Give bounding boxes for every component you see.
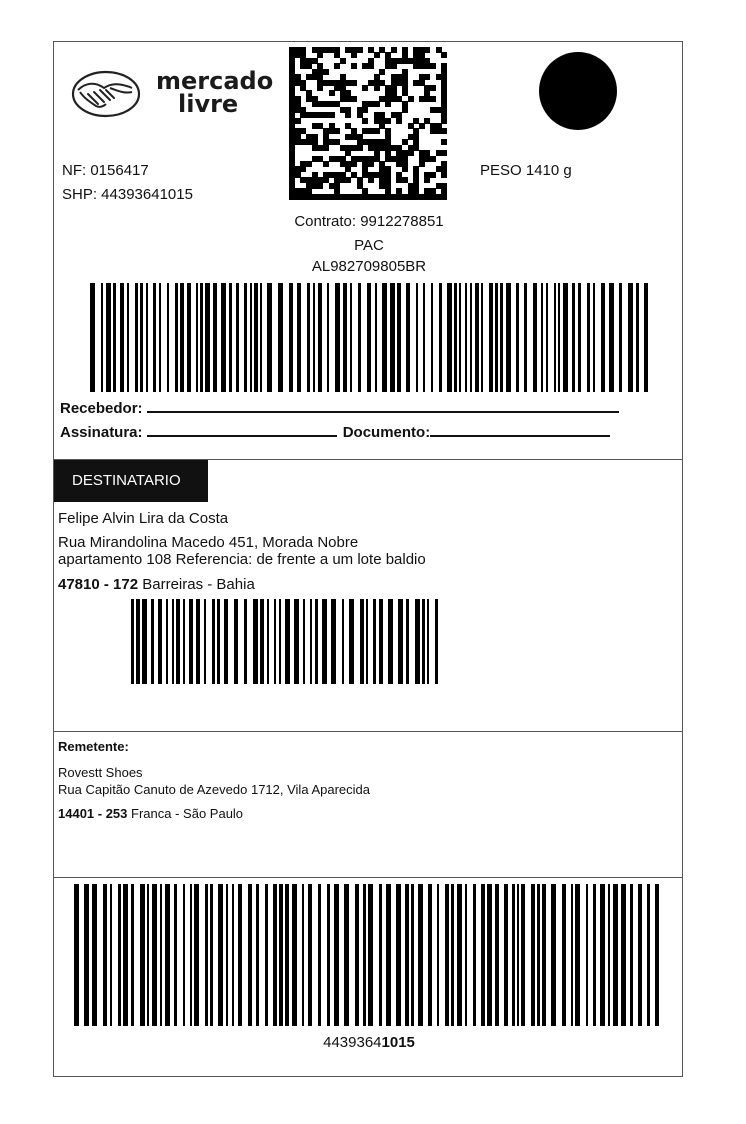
barcode-bar bbox=[196, 599, 200, 684]
matrix-cell bbox=[441, 150, 447, 156]
weight-label: PESO 1410 g bbox=[480, 162, 572, 179]
service-type: PAC bbox=[354, 237, 384, 254]
datamatrix-code bbox=[289, 47, 447, 199]
matrix-cell bbox=[323, 69, 329, 75]
matrix-cell bbox=[430, 85, 436, 91]
barcode-bar bbox=[140, 884, 145, 1026]
barcode-bar bbox=[204, 599, 206, 684]
barcode-bar bbox=[308, 884, 312, 1026]
barcode-bar bbox=[613, 884, 618, 1026]
barcode-bar bbox=[224, 599, 228, 684]
barcode-bar bbox=[411, 884, 414, 1026]
barcode-bar bbox=[159, 283, 161, 392]
handshake-icon bbox=[70, 68, 142, 120]
barcode-bar bbox=[487, 884, 492, 1026]
matrix-cell bbox=[374, 128, 380, 134]
barcode-bar bbox=[297, 283, 301, 392]
barcode-bar bbox=[572, 283, 575, 392]
matrix-cell bbox=[323, 145, 329, 151]
matrix-cell bbox=[441, 128, 447, 134]
matrix-cell bbox=[396, 118, 402, 124]
barcode-bar bbox=[187, 283, 191, 392]
barcode-bar bbox=[327, 283, 329, 392]
matrix-cell bbox=[379, 69, 385, 75]
barcode-bar bbox=[427, 599, 429, 684]
barcode-bar bbox=[554, 283, 556, 392]
barcode-bar bbox=[248, 884, 252, 1026]
barcode-bar bbox=[655, 884, 659, 1026]
remetente-header: Remetente: bbox=[58, 739, 129, 754]
barcode-bar bbox=[533, 283, 537, 392]
barcode-bar bbox=[335, 283, 340, 392]
barcode-bar bbox=[546, 283, 548, 392]
barcode-bar bbox=[367, 283, 371, 392]
barcode-bar bbox=[194, 884, 199, 1026]
tracking-barcode bbox=[90, 283, 650, 392]
barcode-bar bbox=[431, 283, 433, 392]
barcode-bar bbox=[481, 283, 483, 392]
barcode-bar bbox=[609, 283, 614, 392]
barcode-bar bbox=[101, 283, 103, 392]
barcode-bar bbox=[238, 884, 242, 1026]
barcode-bar bbox=[232, 884, 234, 1026]
barcode-bar bbox=[366, 599, 368, 684]
barcode-bar bbox=[127, 283, 129, 392]
logo-word-livre: livre bbox=[178, 90, 239, 118]
barcode-bar bbox=[229, 283, 232, 392]
barcode-bar bbox=[84, 884, 89, 1026]
matrix-cell bbox=[295, 118, 301, 124]
barcode-bar bbox=[416, 283, 418, 392]
barcode-bar bbox=[172, 599, 174, 684]
matrix-cell bbox=[441, 194, 447, 200]
matrix-cell bbox=[362, 107, 368, 113]
barcode-bar bbox=[106, 283, 111, 392]
barcode-bar bbox=[495, 884, 499, 1026]
matrix-cell bbox=[441, 52, 447, 58]
barcode-bar bbox=[160, 884, 162, 1026]
barcode-bar bbox=[454, 283, 457, 392]
barcode-bar bbox=[428, 884, 432, 1026]
separator-2 bbox=[54, 731, 682, 732]
destinatario-city: Barreiras - Bahia bbox=[142, 576, 255, 593]
barcode-bar bbox=[344, 884, 349, 1026]
barcode-bar bbox=[517, 884, 519, 1026]
barcode-bar bbox=[180, 283, 184, 392]
barcode-bar bbox=[120, 283, 124, 392]
logo-word-mercado: mercado bbox=[156, 67, 274, 95]
destinatario-address-line2: apartamento 108 Referencia: de frente a um lote baldio bbox=[58, 551, 426, 568]
barcode-bar bbox=[221, 283, 226, 392]
barcode-bar bbox=[147, 884, 149, 1026]
barcode-bar bbox=[342, 599, 344, 684]
barcode-bar bbox=[489, 283, 493, 392]
barcode-bar bbox=[256, 884, 259, 1026]
barcode-bar bbox=[103, 884, 107, 1026]
barcode-bar bbox=[575, 884, 580, 1026]
matrix-cell bbox=[419, 123, 425, 129]
matrix-cell bbox=[351, 63, 357, 69]
barcode-bar bbox=[360, 599, 364, 684]
barcode-bar bbox=[260, 283, 262, 392]
barcode-bar bbox=[303, 599, 305, 684]
remetente-address: Rua Capitão Canuto de Azevedo 1712, Vila Aparecida bbox=[58, 782, 370, 797]
recebedor-line bbox=[147, 399, 619, 413]
matrix-cell bbox=[317, 183, 323, 189]
matrix-cell bbox=[424, 74, 430, 80]
barcode-bar bbox=[447, 283, 452, 392]
matrix-cell bbox=[430, 172, 436, 178]
barcode-bar bbox=[327, 884, 330, 1026]
barcode-bar bbox=[445, 884, 449, 1026]
barcode-bar bbox=[226, 884, 228, 1026]
documento-line bbox=[430, 423, 610, 437]
barcode-bar bbox=[418, 884, 423, 1026]
assinatura-label: Assinatura: bbox=[60, 424, 143, 441]
barcode-bar bbox=[253, 599, 258, 684]
documento-label: Documento: bbox=[342, 424, 431, 441]
barcode-bar bbox=[292, 884, 297, 1026]
barcode-bar bbox=[563, 283, 568, 392]
matrix-cell bbox=[351, 52, 357, 58]
barcode-bar bbox=[415, 599, 420, 684]
barcode-bar bbox=[123, 884, 128, 1026]
barcode-bar bbox=[439, 283, 442, 392]
barcode-bar bbox=[506, 283, 511, 392]
barcode-bar bbox=[205, 884, 208, 1026]
barcode-bar bbox=[379, 884, 382, 1026]
barcode-bar bbox=[267, 283, 272, 392]
matrix-cell bbox=[357, 145, 363, 151]
barcode-bar bbox=[152, 884, 157, 1026]
matrix-cell bbox=[424, 177, 430, 183]
barcode-bar bbox=[217, 599, 220, 684]
barcode-bar bbox=[315, 599, 318, 684]
barcode-bar bbox=[131, 884, 134, 1026]
barcode-bar bbox=[542, 884, 546, 1026]
status-circle bbox=[539, 52, 617, 130]
matrix-cell bbox=[345, 177, 351, 183]
barcode-bar bbox=[183, 884, 185, 1026]
barcode-bar bbox=[571, 884, 573, 1026]
barcode-bar bbox=[593, 884, 596, 1026]
barcode-bar bbox=[397, 283, 401, 392]
barcode-bar bbox=[92, 884, 97, 1026]
barcode-bar bbox=[289, 283, 293, 392]
cep-barcode bbox=[131, 599, 447, 684]
barcode-bar bbox=[504, 884, 508, 1026]
barcode-bar bbox=[285, 599, 290, 684]
barcode-bar bbox=[279, 599, 281, 684]
barcode-bar bbox=[516, 283, 519, 392]
destinatario-name: Felipe Alvin Lira da Costa bbox=[58, 510, 229, 527]
barcode-bar bbox=[600, 884, 605, 1026]
barcode-bar bbox=[140, 283, 143, 392]
matrix-cell bbox=[351, 96, 357, 102]
barcode-bar bbox=[586, 884, 588, 1026]
barcode-bar bbox=[313, 283, 315, 392]
remetente-cep-city bbox=[58, 806, 243, 821]
barcode-bar bbox=[382, 283, 387, 392]
recebedor-label: Recebedor: bbox=[60, 400, 143, 417]
barcode-bar bbox=[278, 283, 283, 392]
matrix-cell bbox=[368, 63, 374, 69]
barcode-bar bbox=[153, 283, 156, 392]
matrix-cell bbox=[351, 80, 357, 86]
destinatario-header: DESTINATARIO bbox=[54, 460, 208, 502]
matrix-cell bbox=[300, 166, 306, 172]
barcode-bar bbox=[363, 884, 366, 1026]
matrix-cell bbox=[357, 47, 363, 53]
barcode-bar bbox=[475, 283, 479, 392]
contract-number: Contrato: 9912278851 bbox=[294, 213, 444, 230]
barcode-bar bbox=[200, 283, 203, 392]
shipping-label bbox=[53, 41, 683, 1077]
barcode-bar bbox=[273, 884, 277, 1026]
matrix-cell bbox=[402, 107, 408, 113]
matrix-cell bbox=[430, 96, 436, 102]
barcode-bar bbox=[437, 884, 439, 1026]
barcode-bar bbox=[500, 283, 503, 392]
barcode-bar bbox=[386, 884, 391, 1026]
barcode-bar bbox=[310, 599, 312, 684]
barcode-bar bbox=[541, 283, 543, 392]
barcode-bar bbox=[318, 884, 321, 1026]
barcode-bar bbox=[189, 599, 193, 684]
matrix-cell bbox=[334, 63, 340, 69]
barcode-bar bbox=[644, 283, 648, 392]
barcode-bar bbox=[74, 884, 79, 1026]
barcode-bar bbox=[322, 599, 327, 684]
matrix-cell bbox=[441, 139, 447, 145]
barcode-bar bbox=[390, 283, 395, 392]
remetente-name: Rovestt Shoes bbox=[58, 765, 143, 780]
barcode-bar bbox=[212, 599, 215, 684]
destinatario-cep: 47810 - 172 bbox=[58, 576, 139, 593]
separator-3 bbox=[54, 877, 682, 878]
barcode-bar bbox=[135, 283, 138, 392]
matrix-cell bbox=[402, 166, 408, 172]
matrix-cell bbox=[334, 128, 340, 134]
barcode-bar bbox=[465, 884, 467, 1026]
barcode-bar bbox=[343, 283, 347, 392]
barcode-bar bbox=[459, 283, 461, 392]
matrix-cell bbox=[391, 47, 397, 53]
barcode-bar bbox=[375, 283, 377, 392]
matrix-cell bbox=[385, 101, 391, 107]
barcode-bar bbox=[176, 599, 180, 684]
destinatario-address-line1: Rua Mirandolina Macedo 451, Morada Nobre bbox=[58, 534, 359, 551]
barcode-bar bbox=[636, 283, 639, 392]
matrix-cell bbox=[419, 161, 425, 167]
barcode-bar bbox=[151, 599, 154, 684]
barcode-bar bbox=[537, 884, 540, 1026]
barcode-bar bbox=[593, 283, 595, 392]
barcode-bar bbox=[210, 884, 213, 1026]
matrix-cell bbox=[306, 161, 312, 167]
barcode-bar bbox=[244, 283, 247, 392]
barcode-bar bbox=[531, 884, 535, 1026]
matrix-cell bbox=[374, 85, 380, 91]
matrix-cell bbox=[385, 118, 391, 124]
barcode-bar bbox=[481, 884, 485, 1026]
matrix-cell bbox=[329, 90, 335, 96]
barcode-bar bbox=[373, 599, 376, 684]
barcode-bar bbox=[619, 283, 622, 392]
matrix-cell bbox=[441, 118, 447, 124]
remetente-city: Franca - São Paulo bbox=[131, 806, 244, 821]
barcode-bar bbox=[647, 884, 650, 1026]
barcode-bar bbox=[174, 884, 177, 1026]
matrix-cell bbox=[408, 96, 414, 102]
assinatura-row bbox=[60, 423, 680, 441]
barcode-bar bbox=[165, 884, 170, 1026]
matrix-cell bbox=[374, 101, 380, 107]
barcode-bar bbox=[285, 884, 289, 1026]
shipment-number-suffix: 1015 bbox=[381, 1034, 415, 1051]
barcode-bar bbox=[158, 599, 162, 684]
matrix-cell bbox=[323, 161, 329, 167]
barcode-bar bbox=[587, 283, 590, 392]
shp-number: SHP: 44393641015 bbox=[62, 186, 193, 203]
barcode-bar bbox=[260, 599, 264, 684]
barcode-bar bbox=[136, 599, 140, 684]
barcode-bar bbox=[405, 884, 409, 1026]
barcode-bar bbox=[396, 884, 401, 1026]
barcode-bar bbox=[457, 884, 462, 1026]
barcode-bar bbox=[146, 283, 148, 392]
barcode-bar bbox=[236, 283, 239, 392]
barcode-bar bbox=[331, 599, 336, 684]
barcode-bar bbox=[307, 283, 310, 392]
destinatario-cep-city bbox=[58, 576, 255, 593]
barcode-bar bbox=[213, 283, 217, 392]
barcode-bar bbox=[166, 599, 168, 684]
barcode-bar bbox=[368, 884, 373, 1026]
matrix-cell bbox=[317, 85, 323, 91]
barcode-bar bbox=[524, 283, 527, 392]
matrix-cell bbox=[362, 118, 368, 124]
matrix-cell bbox=[441, 172, 447, 178]
matrix-cell bbox=[362, 85, 368, 91]
barcode-bar bbox=[512, 884, 515, 1026]
matrix-cell bbox=[424, 47, 430, 53]
barcode-bar bbox=[90, 283, 95, 392]
barcode-bar bbox=[349, 599, 354, 684]
barcode-bar bbox=[334, 884, 339, 1026]
barcode-bar bbox=[638, 884, 642, 1026]
recebedor-row bbox=[60, 399, 680, 417]
matrix-cell bbox=[430, 63, 436, 69]
barcode-bar bbox=[131, 599, 134, 684]
barcode-bar bbox=[142, 599, 147, 684]
shipment-number-prefix: 4439364 bbox=[323, 1034, 382, 1051]
shipment-barcode bbox=[74, 884, 662, 1026]
barcode-bar bbox=[406, 283, 410, 392]
barcode-bar bbox=[110, 884, 112, 1026]
barcode-bar bbox=[294, 599, 299, 684]
barcode-bar bbox=[183, 599, 185, 684]
barcode-bar bbox=[355, 884, 359, 1026]
barcode-bar bbox=[250, 283, 252, 392]
matrix-cell bbox=[345, 112, 351, 118]
barcode-bar bbox=[279, 884, 283, 1026]
barcode-bar bbox=[558, 283, 560, 392]
barcode-bar bbox=[578, 283, 581, 392]
barcode-bar bbox=[422, 599, 425, 684]
barcode-bar bbox=[244, 599, 247, 684]
barcode-bar bbox=[318, 283, 322, 392]
barcode-bar bbox=[562, 884, 566, 1026]
matrix-cell bbox=[329, 112, 335, 118]
barcode-bar bbox=[196, 283, 198, 392]
barcode-bar bbox=[265, 884, 268, 1026]
barcode-bar bbox=[465, 283, 467, 392]
barcode-bar bbox=[358, 283, 361, 392]
barcode-bar bbox=[435, 599, 438, 684]
tracking-code: AL982709805BR bbox=[311, 258, 427, 275]
barcode-bar bbox=[470, 283, 472, 392]
matrix-cell bbox=[368, 161, 374, 167]
barcode-bar bbox=[628, 283, 633, 392]
barcode-bar bbox=[205, 283, 210, 392]
barcode-bar bbox=[175, 283, 178, 392]
barcode-bar bbox=[302, 884, 304, 1026]
barcode-bar bbox=[551, 884, 556, 1026]
matrix-cell bbox=[408, 150, 414, 156]
barcode-bar bbox=[350, 283, 352, 392]
assinatura-line bbox=[147, 423, 337, 437]
barcode-bar bbox=[601, 283, 605, 392]
mercado-livre-logo bbox=[70, 64, 274, 124]
matrix-cell bbox=[374, 52, 380, 58]
barcode-bar bbox=[379, 599, 383, 684]
barcode-bar bbox=[621, 884, 626, 1026]
barcode-bar bbox=[608, 884, 610, 1026]
matrix-cell bbox=[368, 177, 374, 183]
barcode-bar bbox=[398, 599, 403, 684]
barcode-bar bbox=[388, 599, 393, 684]
barcode-bar bbox=[118, 884, 121, 1026]
matrix-cell bbox=[317, 52, 323, 58]
barcode-bar bbox=[113, 283, 116, 392]
barcode-bar bbox=[406, 599, 409, 684]
nf-number: NF: 0156417 bbox=[62, 162, 149, 179]
barcode-bar bbox=[274, 599, 276, 684]
barcode-bar bbox=[234, 599, 238, 684]
matrix-cell bbox=[391, 63, 397, 69]
barcode-bar bbox=[473, 884, 476, 1026]
barcode-bar bbox=[190, 884, 192, 1026]
matrix-cell bbox=[340, 58, 346, 64]
barcode-bar bbox=[267, 599, 269, 684]
barcode-bar bbox=[495, 283, 498, 392]
barcode-bar bbox=[451, 884, 454, 1026]
matrix-cell bbox=[430, 156, 436, 162]
barcode-bar bbox=[254, 283, 258, 392]
barcode-bar bbox=[521, 884, 525, 1026]
remetente-cep: 14401 - 253 bbox=[58, 806, 128, 821]
barcode-bar bbox=[218, 884, 223, 1026]
barcode-bar bbox=[630, 884, 633, 1026]
barcode-bar bbox=[423, 283, 425, 392]
barcode-bar bbox=[167, 283, 169, 392]
matrix-cell bbox=[351, 161, 357, 167]
shipment-barcode-number bbox=[54, 1034, 684, 1051]
